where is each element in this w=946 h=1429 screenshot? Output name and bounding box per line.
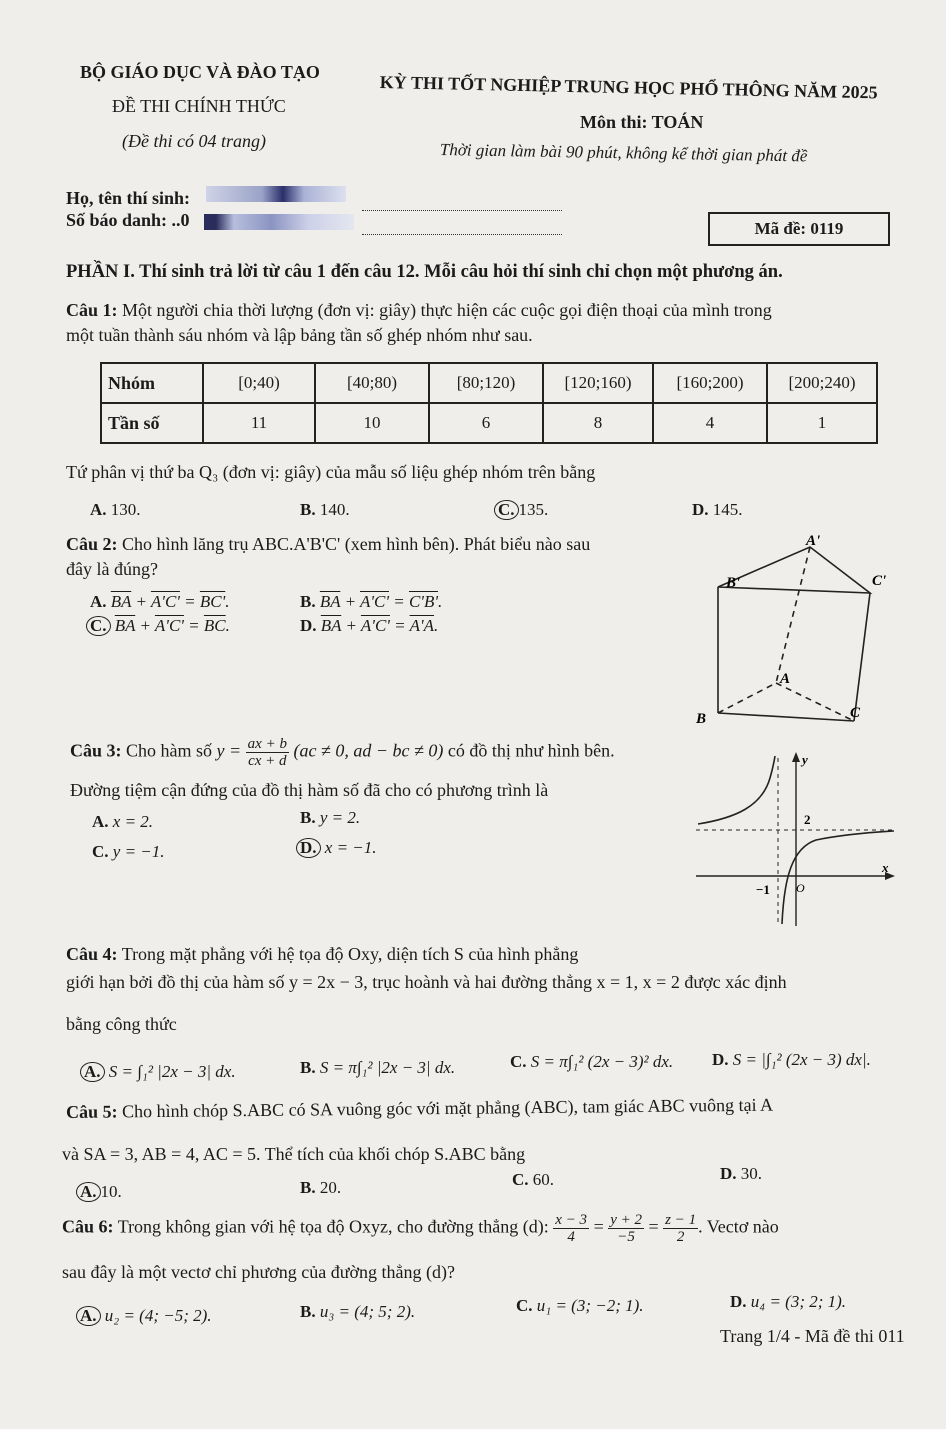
q4-option-c[interactable]: [510, 1052, 673, 1072]
q3-y: y =: [216, 740, 242, 761]
q3-option-c[interactable]: [92, 842, 165, 862]
vector: $\overline{BA}$: [319, 592, 341, 611]
q2-label: Câu 2:: [66, 534, 118, 554]
option-text: S = ∫₁² |2x − 3| dx.: [108, 1062, 236, 1081]
option-letter: D.: [692, 500, 709, 519]
option-letter: B.: [300, 1058, 316, 1077]
q1-option-c[interactable]: [494, 500, 548, 520]
q4-option-b[interactable]: [300, 1058, 455, 1078]
exam-title: KỲ THI TỐT NGHIỆP TRUNG HỌC PHỔ THÔNG NĂM 2025: [379, 72, 878, 103]
option-letter: D.: [712, 1050, 729, 1069]
table-cell: 8: [543, 403, 653, 443]
denominator: −5: [617, 1229, 635, 1245]
redacted-id: [204, 214, 354, 230]
q2-option-a[interactable]: A. $\overline{BA} + A'C' = BC'$.: [90, 592, 230, 611]
q6-option-a[interactable]: [76, 1306, 212, 1326]
table-row-groups: [101, 363, 877, 403]
candidate-name-label: Họ, tên thí sinh:: [66, 188, 191, 208]
table-row-frequencies: [101, 403, 877, 443]
q4-text2: giới hạn bởi đồ thị của hàm số y = 2x − 3, trục hoành và hai đường thẳng x = 1, x = 2 được xác định: [66, 972, 787, 992]
q5-label: Câu 5:: [66, 1101, 118, 1122]
vertex-label: A: [780, 671, 791, 687]
option-text: 60.: [532, 1170, 555, 1189]
q4-option-a[interactable]: [80, 1062, 236, 1082]
name-dotted-line: [362, 210, 562, 211]
table-header-frequency: Tần số: [101, 403, 203, 443]
q5-line1: [66, 1095, 773, 1123]
q5-option-a[interactable]: [76, 1182, 122, 1202]
q2-option-c[interactable]: C. $\overline{BA} + A'C' = \overline{BC}$.: [86, 616, 230, 636]
q2-option-b[interactable]: B. $\overline{BA} + A'C' = C'B'$.: [300, 592, 443, 611]
q6-fraction-2: [608, 1212, 644, 1245]
q2-text2: đây là đúng?: [66, 559, 158, 579]
option-text: 30.: [740, 1164, 763, 1183]
circled-answer-mark: A.: [80, 1062, 105, 1082]
q1-text2: một tuần thành sáu nhóm và lập bảng tần số ghép nhóm như sau.: [66, 325, 533, 345]
q3-text: Cho hàm số: [126, 740, 213, 761]
q6-fraction-3: [663, 1212, 698, 1245]
option-letter: D.: [300, 616, 317, 635]
numerator: x − 3: [555, 1212, 588, 1228]
option-letter: B.: [300, 500, 316, 519]
q2-line1: [66, 534, 590, 555]
q4-line1: [66, 944, 578, 965]
option-text: x = 2.: [112, 812, 154, 831]
q1-label: Câu 1:: [66, 300, 118, 320]
vertex-label: C: [850, 705, 861, 721]
q4-text1: Trong mặt phẳng với hệ tọa độ Oxy, diện tích S của hình phẳng: [121, 944, 579, 964]
q5-option-d[interactable]: [720, 1164, 762, 1184]
denominator: cx + d: [248, 753, 287, 769]
frequency-table: [100, 362, 878, 444]
vertex-label: C': [872, 573, 887, 589]
option-text: S = π∫₁² (2x − 3)² dx.: [530, 1052, 674, 1071]
option-letter: B.: [300, 592, 316, 611]
q3-option-d[interactable]: [296, 838, 377, 858]
q3-fraction: [246, 736, 289, 769]
q6-text: . Vectơ nào: [698, 1216, 779, 1237]
option-text: x = −1.: [324, 838, 377, 857]
q5-option-c[interactable]: [512, 1170, 554, 1190]
vector: $\overline{BC}$: [203, 616, 226, 635]
option-letter: D.: [720, 1164, 737, 1183]
table-cell: [200;240): [767, 363, 877, 403]
tick-label: 2: [804, 812, 811, 827]
candidate-id-label: Số báo danh: ..0: [66, 210, 190, 230]
vector: $\overline{BA}$: [114, 616, 136, 635]
vertex-label: A': [806, 535, 821, 549]
q6-text2: sau đây là một vectơ chỉ phương của đường thẳng (d)?: [62, 1262, 455, 1282]
q6-text: Trong không gian với hệ tọa độ Oxyz, cho đường thẳng (d):: [117, 1216, 549, 1237]
q1-option-a[interactable]: [90, 500, 141, 520]
denominator: 4: [567, 1229, 575, 1245]
q6-option-b[interactable]: [300, 1302, 415, 1322]
ministry-title: BỘ GIÁO DỤC VÀ ĐÀO TẠO: [80, 62, 320, 82]
q1-line1: [66, 300, 772, 321]
option-letter: B.: [300, 808, 316, 827]
option-letter: A.: [90, 500, 107, 519]
q6-fraction-1: [553, 1212, 589, 1245]
option-text: 145.: [712, 500, 743, 519]
table-cell: 10: [315, 403, 429, 443]
circled-answer-mark: D.: [296, 838, 321, 858]
option-text: u₄ = (3; 2; 1).: [750, 1292, 847, 1311]
circled-answer-mark: A.: [76, 1182, 101, 1202]
exam-code-box: Mã đề: 0119: [708, 212, 890, 246]
option-letter: C.: [510, 1052, 527, 1071]
q5-option-b[interactable]: [300, 1178, 341, 1198]
option-text: u₁ = (3; −2; 1).: [536, 1296, 644, 1315]
vector: C'B': [408, 592, 438, 611]
table-cell: 11: [203, 403, 315, 443]
circled-answer-mark: C.: [494, 500, 519, 520]
table-cell: [80;120): [429, 363, 543, 403]
table-cell: [160;200): [653, 363, 767, 403]
q6-option-d[interactable]: [730, 1292, 846, 1312]
denominator: 2: [676, 1229, 685, 1245]
q4-option-d[interactable]: [712, 1050, 871, 1070]
q1-option-b[interactable]: [300, 500, 350, 520]
option-text: 135.: [518, 500, 549, 519]
axis-label-x: x: [882, 860, 889, 875]
vector: A'C': [359, 592, 389, 611]
vector: A'C': [154, 616, 184, 635]
option-text: u₃ = (4; 5; 2).: [319, 1302, 416, 1321]
circled-answer-mark: C.: [86, 616, 111, 636]
function-graph: [696, 748, 896, 926]
page-footer: Trang 1/4 - Mã đề thi 011: [720, 1326, 905, 1346]
q2-text1: Cho hình lăng trụ ABC.A'B'C' (xem hình bên). Phát biểu nào sau: [122, 534, 591, 554]
q2-option-d[interactable]: D. $\overline{BA} + A'C' = A'A$.: [300, 616, 439, 635]
option-letter: A.: [92, 812, 109, 831]
q3-line1: [70, 736, 615, 769]
q4-label: Câu 4:: [66, 944, 118, 964]
q4-text3: bằng công thức: [66, 1014, 177, 1034]
q6-option-c[interactable]: [516, 1296, 644, 1316]
q3-label: Câu 3:: [70, 740, 122, 761]
option-text: y = −1.: [112, 842, 165, 861]
table-cell: [40;80): [315, 363, 429, 403]
q3-condition: (ac ≠ 0, ad − bc ≠ 0): [293, 740, 444, 761]
vector: A'C': [150, 592, 180, 611]
id-dotted-line: [362, 234, 562, 235]
q6-line1: Câu 6: Trong không gian với hệ tọa độ Oxyz, cho đường thẳng (d): $\frac{x - 3}{4}$ = $\frac{y + 2}{-5}$ = $\frac{z - 1}{2}$ . Vectơ nào: [62, 1212, 779, 1245]
q6-label: Câu 6:: [62, 1216, 114, 1237]
option-text: 130.: [110, 500, 141, 519]
q1-question: Tứ phân vị thứ ba Q₃ (đơn vị: giây) của mẫu số liệu ghép nhóm trên bằng: [66, 462, 596, 482]
q1-option-d[interactable]: [692, 500, 743, 520]
numerator: ax + b: [247, 736, 287, 752]
part1-heading: PHẦN I. Thí sinh trả lời từ câu 1 đến câu 12. Mỗi câu hỏi thí sinh chỉ chọn một phương án.: [66, 262, 783, 282]
q3-option-b[interactable]: [300, 808, 360, 828]
origin-label: O: [796, 881, 805, 895]
redacted-name: [206, 186, 346, 202]
q5-text2: và SA = 3, AB = 4, AC = 5. Thể tích của khối chóp S.ABC bằng: [62, 1144, 526, 1164]
option-letter: C.: [92, 842, 109, 861]
official-label: ĐỀ THI CHÍNH THỨC: [112, 96, 286, 116]
q1-text1: Một người chia thời lượng (đơn vị: giây) thực hiện các cuộc gọi điện thoại của mình trong: [122, 300, 772, 320]
vector: $\overline{BA}$: [110, 592, 132, 611]
option-letter: B.: [300, 1302, 316, 1321]
q3-question: Đường tiệm cận đứng của đồ thị hàm số đã cho có phương trình là: [70, 780, 549, 800]
vector: A'C': [360, 616, 390, 635]
axis-label-y: y: [802, 752, 808, 767]
prism-figure: [690, 535, 890, 730]
numerator: z − 1: [665, 1212, 697, 1228]
tick-label: −1: [756, 882, 770, 897]
option-text: 140.: [319, 500, 350, 519]
subject-label: Môn thi: TOÁN: [580, 112, 704, 132]
table-cell: 4: [653, 403, 767, 443]
vertex-label: B: [696, 711, 707, 727]
q3-text: có đồ thị như hình bên.: [447, 740, 615, 761]
option-text: 10.: [100, 1182, 122, 1201]
vector: A'A: [409, 616, 434, 635]
table-cell: 1: [767, 403, 877, 443]
option-text: 20.: [319, 1178, 342, 1197]
option-text: S = |∫₁² (2x − 3) dx|.: [732, 1050, 871, 1069]
vertex-label: B': [726, 575, 741, 591]
option-letter: B.: [300, 1178, 316, 1197]
table-cell: 6: [429, 403, 543, 443]
option-text: u₂ = (4; −5; 2).: [104, 1306, 212, 1325]
table-cell: [0;40): [203, 363, 315, 403]
table-header-group: Nhóm: [101, 363, 203, 403]
table-cell: [120;160): [543, 363, 653, 403]
option-letter: C.: [512, 1170, 529, 1189]
option-letter: D.: [730, 1292, 747, 1311]
q3-option-a[interactable]: [92, 812, 153, 832]
numerator: y + 2: [610, 1212, 642, 1228]
option-letter: C.: [516, 1296, 533, 1315]
option-letter: A.: [90, 592, 107, 611]
option-text: y = 2.: [319, 808, 361, 827]
vector: $\overline{BA}$: [320, 616, 342, 635]
option-text: S = π∫₁² |2x − 3| dx.: [319, 1058, 456, 1077]
vector: BC': [199, 592, 226, 611]
time-label: Thời gian làm bài 90 phút, không kể thời gian phát đề: [439, 140, 808, 166]
circled-answer-mark: A.: [76, 1306, 101, 1326]
q5-text1: Cho hình chóp S.ABC có SA vuông góc với mặt phẳng (ABC), tam giác ABC vuông tại A: [122, 1094, 774, 1122]
page-count: (Đề thi có 04 trang): [122, 131, 266, 151]
